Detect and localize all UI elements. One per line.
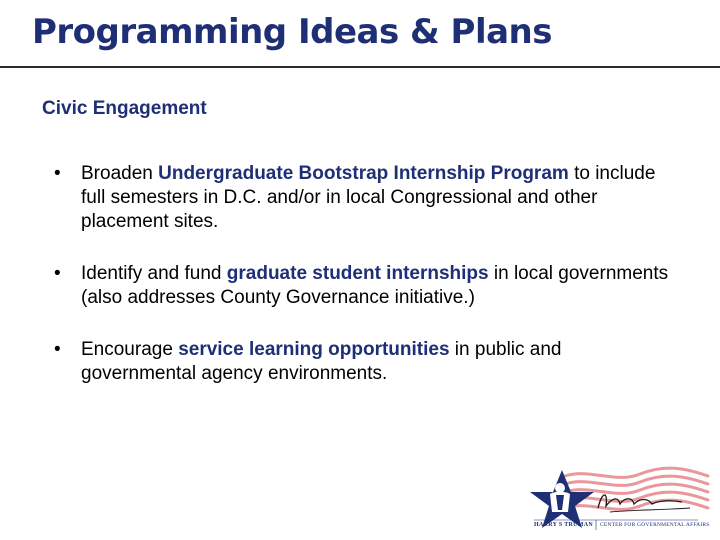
bullet-text-after: in local governments (also addresses County Governance initiative.) xyxy=(81,263,669,308)
logo-name-text: HARRY S TRUMAN xyxy=(534,522,593,528)
bullet-highlight: service learning opportunities xyxy=(178,339,450,360)
bullet-highlight: Undergraduate Bootstrap Internship Program xyxy=(158,163,569,184)
bullet-text xyxy=(81,162,681,234)
bullet-list xyxy=(0,162,720,414)
truman-center-logo xyxy=(520,462,710,536)
logo-center-text: CENTER FOR GOVERNMENTAL AFFAIRS xyxy=(600,522,710,528)
bullet-icon: • xyxy=(54,263,61,284)
bullet-text-before: Broaden xyxy=(81,163,159,184)
bullet-item xyxy=(0,338,720,386)
bullet-highlight: graduate student internships xyxy=(226,263,489,284)
slide-title: Programming Ideas & Plans xyxy=(32,12,552,52)
bullet-icon: • xyxy=(54,339,61,360)
title-divider xyxy=(0,66,720,68)
bullet-icon: • xyxy=(54,163,61,184)
section-heading: Civic Engagement xyxy=(42,98,207,119)
bullet-item xyxy=(0,262,720,310)
bullet-text-before: Encourage xyxy=(81,339,179,360)
bullet-text-after: to include full semesters in D.C. and/or in local Congressional and other placement sites. xyxy=(81,163,656,232)
bullet-text xyxy=(81,262,681,310)
bullet-text-before: Identify and fund xyxy=(81,263,227,284)
bullet-text-after: in public and governmental agency environments. xyxy=(81,339,562,384)
bullet-text xyxy=(81,338,681,386)
bullet-item xyxy=(0,162,720,234)
